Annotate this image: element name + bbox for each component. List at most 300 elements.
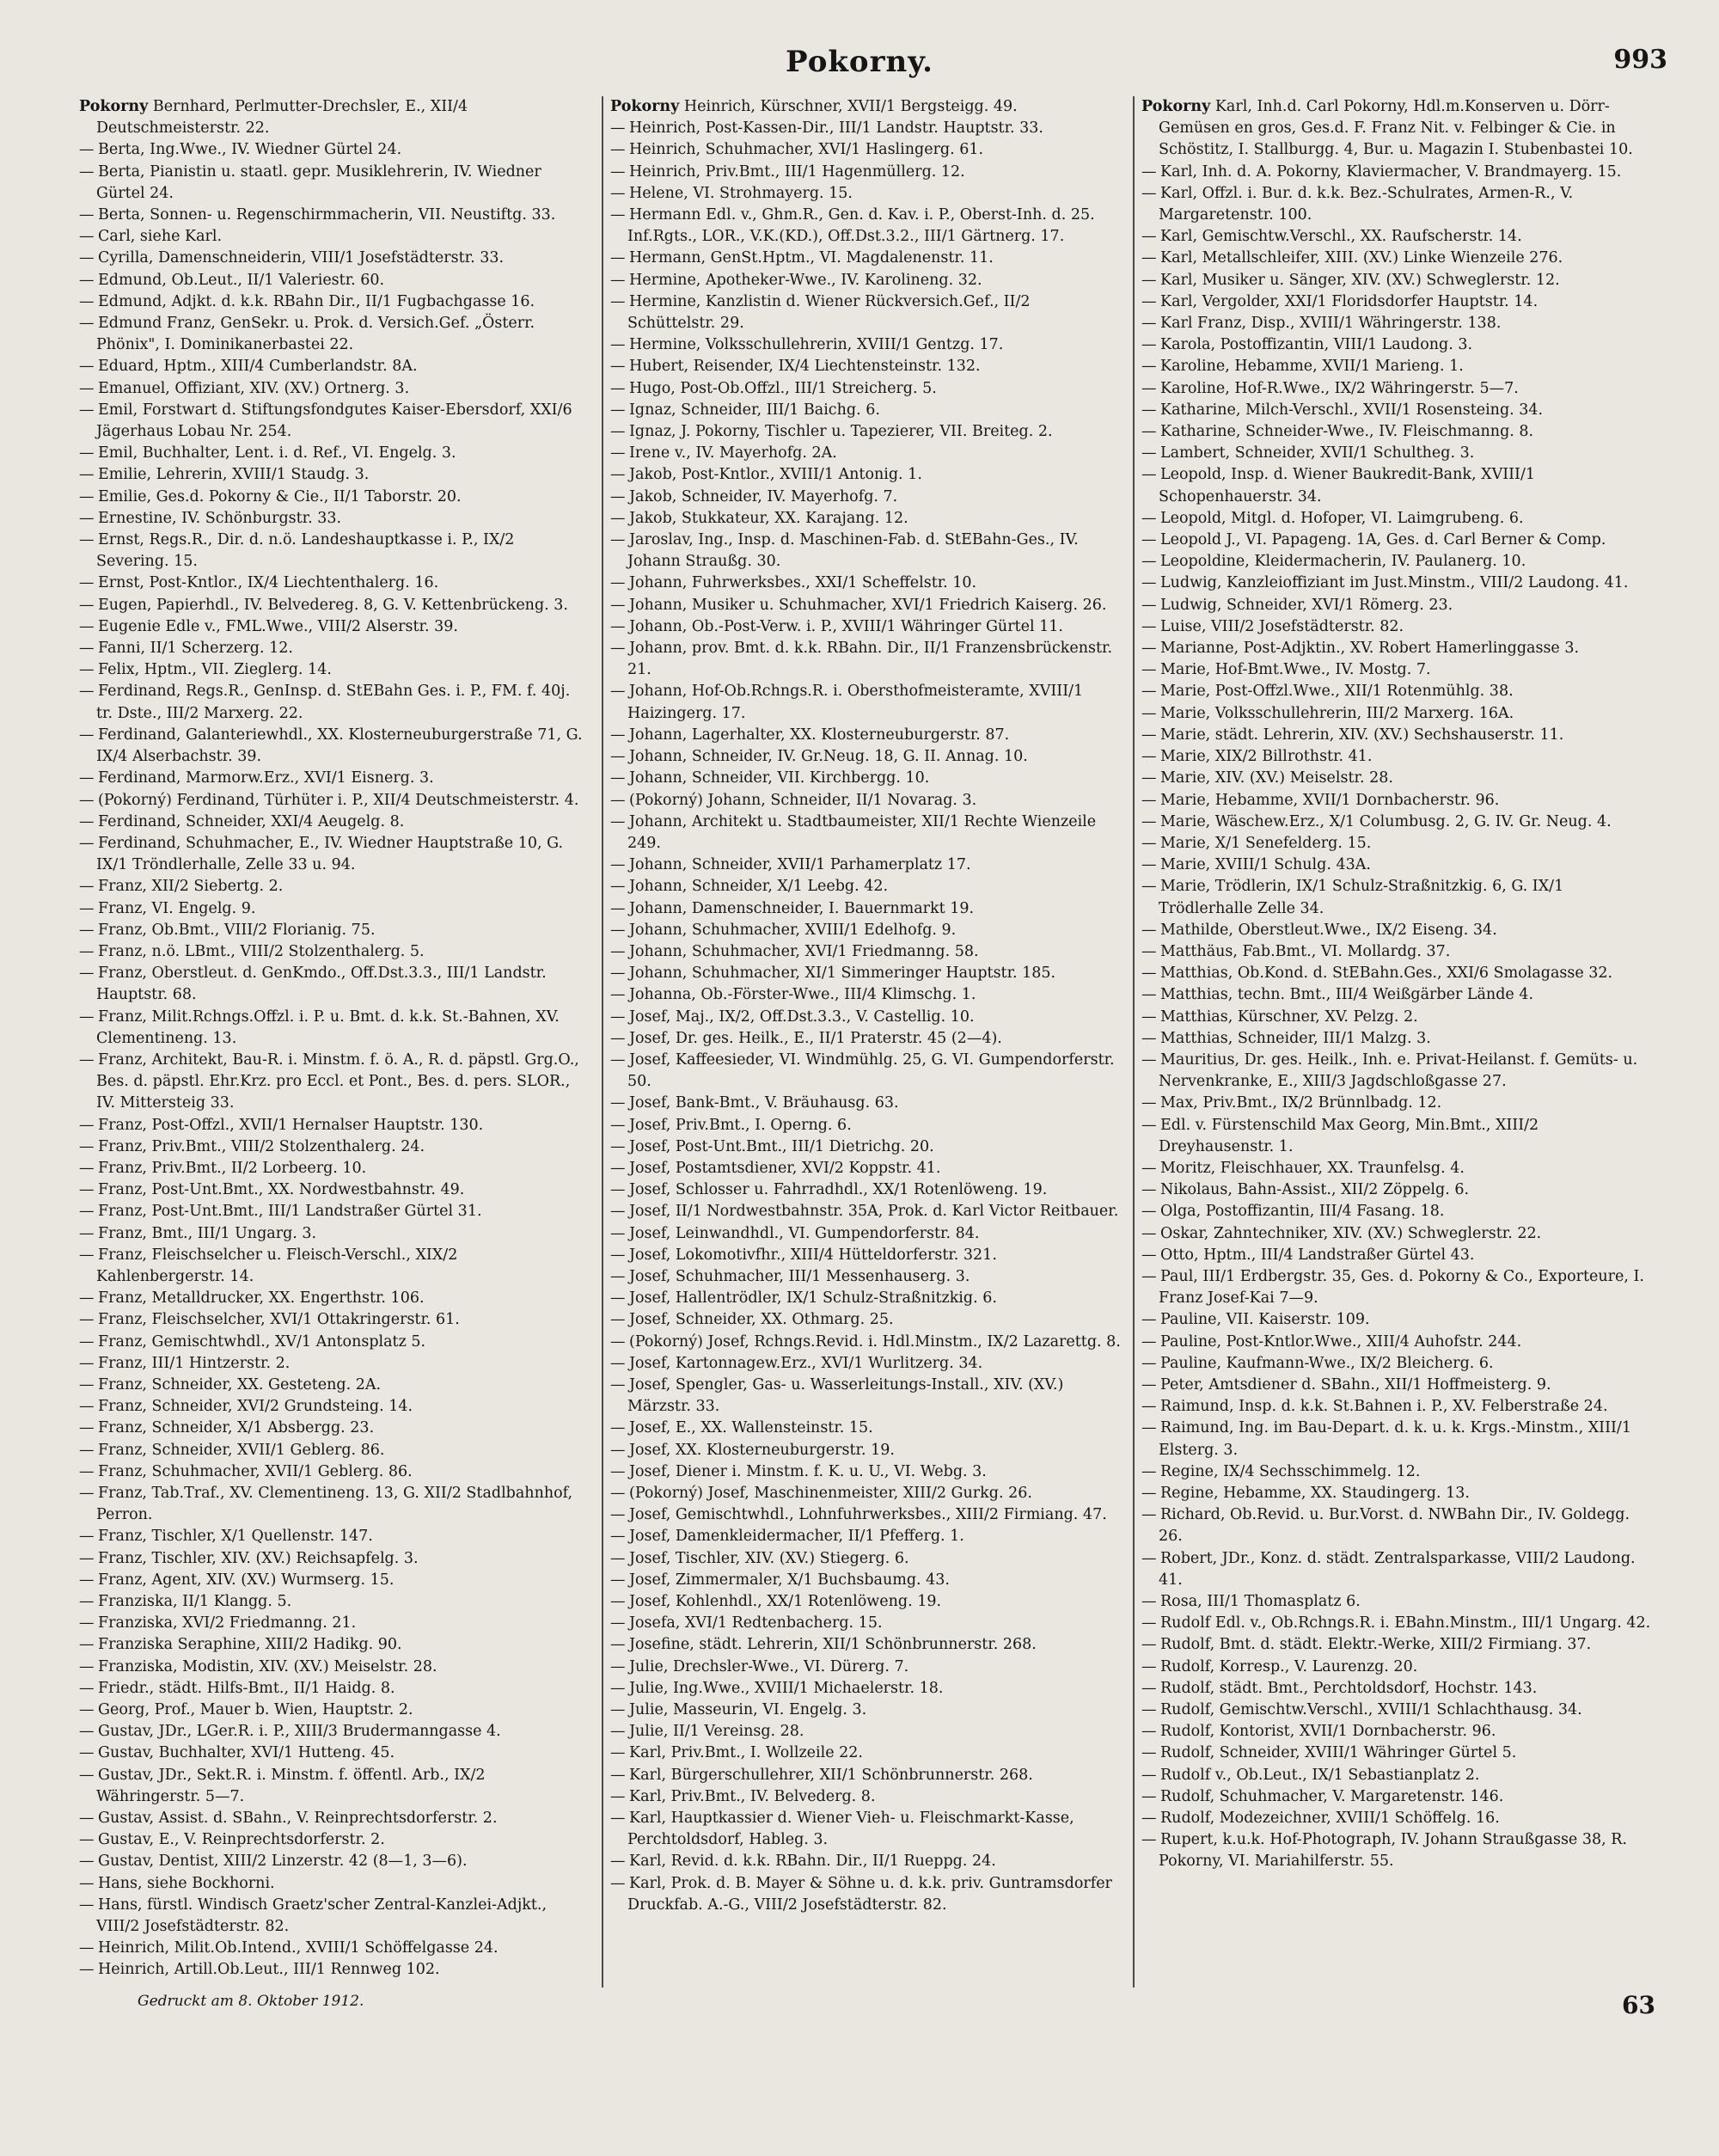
entry-text: Josef, II/1 Nordwestbahnstr. 35A, Prok. d. Karl Victor Reitbauer. (629, 1203, 1119, 1221)
entry-text: Marie, XVIII/1 Schulg. 43A. (1160, 856, 1371, 874)
entry-text: Edl. v. Fürstenschild Max Georg, Min.Bmt., XIII/2 Dreyhausenstr. 1. (1159, 1116, 1539, 1155)
directory-entry (610, 1332, 1121, 1353)
entry-text: Rudolf, Schuhmacher, V. Margaretenstr. 146. (1160, 1787, 1504, 1805)
ditto-dash: — (79, 1137, 95, 1155)
directory-entry (1141, 443, 1652, 464)
directory-entry (1141, 1700, 1652, 1721)
directory-entry (79, 1353, 590, 1375)
entry-text: Matthias, Schneider, III/1 Malzg. 3. (1160, 1029, 1431, 1047)
ditto-dash: — (1141, 683, 1157, 701)
directory-entry (610, 1786, 1121, 1808)
directory-entry (610, 1765, 1121, 1786)
entry-text: Hermine, Apotheker-Wwe., IV. Karolineng. 32. (629, 271, 982, 289)
ditto-dash: — (1141, 1029, 1157, 1047)
entry-text: (Pokorný) Ferdinand, Türhüter i. P., XII/4 Deutschmeisterstr. 4. (98, 791, 579, 809)
ditto-dash: — (610, 336, 626, 354)
entry-text: Rudolf, städt. Bmt., Perchtoldsdorf, Hochstr. 143. (1160, 1679, 1538, 1697)
entry-text: Josef, Postamtsdiener, XVI/2 Koppstr. 41. (629, 1159, 941, 1177)
directory-entry (610, 1613, 1121, 1634)
directory-entry (610, 1353, 1121, 1375)
ditto-dash: — (79, 1701, 95, 1719)
entry-text: Franz, III/1 Hintzerstr. 2. (98, 1354, 291, 1372)
ditto-dash: — (610, 206, 626, 224)
entry-text: Rudolf, Gemischtw.Verschl., XVIII/1 Schlachthausg. 34. (1160, 1701, 1582, 1719)
entry-text: Bernhard, Perlmutter-Drechsler, E., XII/4 Deutschmeisterstr. 22. (96, 98, 468, 138)
ditto-dash: — (610, 1354, 626, 1372)
directory-entry (1141, 659, 1652, 681)
ditto-dash: — (1141, 249, 1157, 267)
ditto-dash: — (610, 1050, 626, 1069)
ditto-dash: — (79, 1961, 95, 1979)
ditto-dash: — (610, 1267, 626, 1285)
directory-entry (610, 378, 1121, 400)
directory-entry (610, 1179, 1121, 1201)
directory-entry (1141, 1396, 1652, 1418)
ditto-dash: — (79, 1939, 95, 1957)
directory-entry (79, 1440, 590, 1461)
ditto-dash: — (79, 1050, 95, 1069)
directory-entry (79, 790, 590, 812)
ditto-dash: — (1141, 509, 1157, 527)
ditto-dash: — (1141, 1614, 1157, 1632)
directory-entry (610, 854, 1121, 876)
entry-text: Gustav, JDr., Sekt.R. i. Minstm. f. öffentl. Arb., IX/2 Währingerstr. 5—7. (96, 1766, 486, 1805)
entry-text: Gustav, Dentist, XIII/2 Linzerstr. 42 (8—1, 3—6). (98, 1853, 468, 1871)
ditto-dash: — (610, 942, 626, 960)
entry-text: Rupert, k.u.k. Hof-Photograph, IV. Johann Straußgasse 38, R. Pokorny, VI. Mariahilferstr. 55. (1159, 1831, 1627, 1871)
ditto-dash: — (1141, 1419, 1157, 1437)
entry-text: Ludwig, Kanzleioffiziant im Just.Minstm., VIII/2 Laudong. 41. (1160, 574, 1629, 592)
entry-text: Karl, Priv.Bmt., I. Wollzeile 22. (629, 1744, 863, 1762)
entry-text: Heinrich, Post-Kassen-Dir., III/1 Landstr. Hauptstr. 33. (629, 119, 1043, 138)
directory-entry (610, 443, 1121, 464)
entry-text: Johann, Schneider, XVII/1 Parhamerplatz 17. (629, 856, 971, 874)
directory-entry (610, 963, 1121, 984)
entry-text: Johann, Schneider, VII. Kirchbergg. 10. (629, 769, 930, 787)
entry-text: Hugo, Post-Ob.Offzl., III/1 Streicherg. 5. (629, 379, 937, 397)
entry-text: (Pokorný) Johann, Schneider, II/1 Novarag. 3. (629, 791, 977, 809)
ditto-dash: — (610, 1810, 626, 1828)
entry-text: Marie, XIV. (XV.) Meiselstr. 28. (1160, 769, 1393, 787)
entry-text: Emanuel, Offiziant, XIV. (XV.) Ortnerg. 3. (98, 379, 410, 397)
entry-surname: Pokorny (79, 98, 149, 115)
column-2 (602, 96, 1121, 1988)
entry-text: Leopoldine, Kleidermacherin, IV. Paulanerg. 10. (1160, 553, 1526, 571)
entry-text: Mauritius, Dr. ges. Heilk., Inh. e. Privat-Heilanst. f. Gemüts- u. Nervenkranke, E., XIII/3 Jagdschloßgasse 27. (1159, 1050, 1638, 1091)
entry-text: Franz, Post-Offzl., XVII/1 Hernalser Hauptstr. 130. (98, 1116, 484, 1134)
directory-entry (79, 443, 590, 464)
entry-text: Julie, Masseurin, VI. Engelg. 3. (629, 1701, 867, 1719)
entry-text: Lambert, Schneider, XVII/1 Schultheg. 3. (1160, 444, 1475, 462)
directory-entry (610, 248, 1121, 269)
entry-text: Leopold, Insp. d. Wiener Baukredit-Bank, XVIII/1 Schopenhauerstr. 34. (1159, 466, 1535, 505)
directory-entry (610, 1136, 1121, 1158)
directory-entry (79, 768, 590, 789)
directory-entry (79, 1115, 590, 1136)
entry-text: Franz, Schneider, XVI/2 Grundsteing. 14. (98, 1398, 413, 1416)
entry-text: Josef, XX. Klosterneuburgerstr. 19. (629, 1441, 895, 1459)
ditto-dash: — (1141, 1094, 1157, 1112)
directory-entry (79, 1526, 590, 1547)
ditto-dash: — (610, 292, 626, 310)
directory-entry (79, 400, 590, 443)
ditto-dash: — (610, 1787, 626, 1805)
ditto-dash: — (79, 1289, 95, 1308)
directory-entry (79, 812, 590, 833)
directory-entry (1141, 508, 1652, 530)
ditto-dash: — (610, 119, 626, 138)
ditto-dash: — (1141, 834, 1157, 852)
ditto-dash: — (79, 466, 95, 484)
entry-text: Leopold J., VI. Papageng. 1A, Ges. d. Carl Berner & Comp. (1160, 531, 1606, 549)
entry-text: Johann, Schuhmacher, XVIII/1 Edelhofg. 9. (629, 921, 957, 939)
ditto-dash: — (1141, 878, 1157, 896)
ditto-dash: — (1141, 1787, 1157, 1805)
page-number: 993 (1613, 45, 1667, 75)
ditto-dash: — (610, 1203, 626, 1221)
ditto-dash: — (79, 1224, 95, 1242)
ditto-dash: — (610, 184, 626, 202)
ditto-dash: — (79, 1874, 95, 1892)
entry-text: Jakob, Schneider, IV. Mayerhofg. 7. (629, 487, 898, 505)
directory-entry (610, 573, 1121, 594)
directory-entry (1141, 1223, 1652, 1245)
directory-entry (79, 1375, 590, 1396)
directory-entry (1141, 1115, 1652, 1158)
entry-text: Rudolf, Schneider, XVIII/1 Währinger Gürtel 5. (1160, 1744, 1517, 1762)
entry-text: Felix, Hptm., VII. Zieglerg. 14. (98, 661, 332, 679)
ditto-dash: — (610, 1549, 626, 1567)
entry-text: Ernestine, IV. Schönburgstr. 33. (98, 509, 342, 527)
directory-entry (1141, 183, 1652, 226)
directory-entry (1141, 1483, 1652, 1504)
directory-entry (79, 638, 590, 659)
directory-entry (1141, 638, 1652, 659)
directory-entry (79, 226, 590, 248)
entry-text: Josef, Schlosser u. Fahrradhdl., XX/1 Rotenlöweng. 19. (629, 1181, 1048, 1199)
entry-text: Franz, Fleischselcher u. Fleisch-Verschl., XIX/2 Kahlenbergerstr. 14. (96, 1246, 458, 1285)
directory-entry (1141, 1309, 1652, 1331)
entry-text: Franz, Ob.Bmt., VIII/2 Florianig. 75. (98, 921, 376, 939)
directory-entry (79, 1765, 590, 1808)
ditto-dash: — (610, 769, 626, 787)
directory-entry (79, 291, 590, 313)
entry-text: Hans, siehe Bockhorni. (98, 1874, 275, 1892)
entry-text: (Pokorný) Josef, Rchngs.Revid. i. Hdl.Minstm., IX/2 Lazarettg. 8. (629, 1332, 1121, 1351)
ditto-dash: — (79, 596, 95, 614)
ditto-dash: — (610, 358, 626, 376)
entry-text: Johann, Musiker u. Schuhmacher, XVI/1 Friedrich Kaiserg. 26. (629, 596, 1107, 614)
ditto-dash: — (1141, 942, 1157, 960)
directory-entry (1141, 1613, 1652, 1634)
entry-text: Matthias, Ob.Kond. d. StEBahn.Ges., XXI/6 Smolagasse 32. (1160, 965, 1613, 983)
directory-entry (1141, 703, 1652, 725)
entry-text: Raimund, Insp. d. k.k. St.Bahnen i. P., XV. Felberstraße 24. (1160, 1398, 1608, 1416)
entry-text: Rudolf v., Ob.Leut., IX/1 Sebastianplatz 2. (1160, 1766, 1480, 1784)
ditto-dash: — (1141, 1224, 1157, 1242)
entry-text: Josef, Tischler, XIV. (XV.) Stiegerg. 6. (629, 1549, 909, 1567)
directory-entry (79, 833, 590, 876)
directory-entry (79, 1288, 590, 1309)
directory-entry (79, 1570, 590, 1591)
directory-entry (610, 1526, 1121, 1547)
entry-text: Regine, IX/4 Sechsschimmelg. 12. (1160, 1462, 1421, 1480)
ditto-dash: — (79, 401, 95, 419)
directory-entry (1141, 378, 1652, 400)
ditto-dash: — (1141, 1810, 1157, 1828)
entry-text: Karl, Bürgerschullehrer, XII/1 Schönbrunnerstr. 268. (629, 1766, 1033, 1784)
directory-entry (610, 1223, 1121, 1245)
directory-entry (610, 96, 1121, 118)
entry-text: Karl, Hauptkassier d. Wiener Vieh- u. Fleischmarkt-Kasse, Perchtoldsdorf, Hableg. 3. (627, 1810, 1074, 1849)
ditto-dash: — (79, 1116, 95, 1134)
entry-text: Franz, Schneider, XVII/1 Geblerg. 86. (98, 1441, 385, 1459)
ditto-dash: — (79, 1181, 95, 1199)
ditto-dash: — (610, 466, 626, 484)
ditto-dash: — (79, 249, 95, 267)
directory-entry (610, 487, 1121, 508)
ditto-dash: — (1141, 1679, 1157, 1697)
ditto-dash: — (79, 1159, 95, 1177)
directory-entry (79, 963, 590, 1006)
entry-text: Josef, Priv.Bmt., I. Operng. 6. (629, 1116, 852, 1134)
directory-entry (610, 725, 1121, 746)
ditto-dash: — (1141, 1701, 1157, 1719)
entry-text: Julie, Ing.Wwe., XVIII/1 Michaelerstr. 18. (629, 1679, 944, 1697)
ditto-dash: — (1141, 640, 1157, 658)
entry-text: Eugenie Edle v., FML.Wwe., VIII/2 Alserstr. 39. (98, 617, 458, 635)
ditto-dash: — (79, 1354, 95, 1372)
ditto-dash: — (1141, 748, 1157, 766)
ditto-dash: — (1141, 1181, 1157, 1199)
directory-entry (79, 487, 590, 508)
entry-text: (Pokorný) Josef, Maschinenmeister, XIII/2 Gurkg. 26. (629, 1485, 1032, 1502)
entry-text: Karl, Revid. d. k.k. RBahn. Dir., II/1 Rueppg. 24. (629, 1853, 996, 1871)
directory-entry (79, 1851, 590, 1872)
directory-entry (79, 1007, 590, 1050)
entry-text: Josef, Schuhmacher, III/1 Messenhauserg. 3. (629, 1267, 970, 1285)
ditto-dash: — (79, 1571, 95, 1589)
entry-text: Matthäus, Fab.Bmt., VI. Mollardg. 37. (1160, 942, 1451, 960)
directory-entry (79, 1158, 590, 1179)
entry-text: Katharine, Milch-Verschl., XVII/1 Rosensteing. 34. (1160, 401, 1544, 419)
ditto-dash: — (79, 834, 95, 852)
ditto-dash: — (1141, 965, 1157, 983)
entry-text: Franziska, II/1 Klangg. 5. (98, 1593, 292, 1611)
directory-entry (79, 248, 590, 269)
directory-entry (1141, 681, 1652, 702)
entry-text: Heinrich, Schuhmacher, XVI/1 Haslingerg. 61. (629, 141, 984, 159)
ditto-dash: — (79, 358, 95, 376)
entry-text: Cyrilla, Damenschneiderin, VIII/1 Josefstädterstr. 33. (98, 249, 505, 267)
ditto-dash: — (610, 1332, 626, 1351)
entry-text: Franz, Tab.Traf., XV. Clementineng. 13, G. XII/2 Stadlbahnhof, Perron. (96, 1485, 573, 1524)
directory-entry (79, 1396, 590, 1418)
entry-text: Johann, Hof-Ob.Rchngs.R. i. Obersthofmeisteramte, XVIII/1 Haizingerg. 17. (627, 683, 1084, 722)
ditto-dash: — (79, 271, 95, 289)
ditto-dash: — (1141, 1050, 1157, 1069)
ditto-dash: — (1141, 661, 1157, 679)
ditto-dash: — (1141, 162, 1157, 181)
entry-text: Katharine, Schneider-Wwe., IV. Fleischmanng. 8. (1160, 423, 1534, 441)
ditto-dash: — (610, 683, 626, 701)
entry-text: Marianne, Post-Adjktin., XV. Robert Hamerlinggasse 3. (1160, 640, 1580, 658)
directory-entry (79, 1743, 590, 1764)
ditto-dash: — (610, 965, 626, 983)
entry-text: Emilie, Ges.d. Pokorny & Cie., II/1 Taborstr. 20. (98, 487, 462, 505)
ditto-dash: — (1141, 1744, 1157, 1762)
ditto-dash: — (610, 921, 626, 939)
ditto-dash: — (1141, 791, 1157, 809)
ditto-dash: — (610, 1029, 626, 1047)
directory-entry (610, 356, 1121, 377)
entry-surname: Pokorny (1141, 98, 1211, 115)
entry-text: Ferdinand, Schuhmacher, E., IV. Wiedner Hauptstraße 10, G. IX/1 Tröndlerhalle, Zelle 33 u. 94. (96, 834, 564, 874)
directory-entry (79, 1136, 590, 1158)
entry-text: Marie, Hebamme, XVII/1 Dornbacherstr. 96. (1160, 791, 1500, 809)
directory-entry (1141, 1657, 1652, 1678)
page-title: Pokorny. (786, 45, 933, 79)
entry-text: Rudolf, Kontorist, XVII/1 Dornbacherstr. 96. (1160, 1723, 1496, 1741)
ditto-dash: — (79, 1723, 95, 1741)
entry-text: Eduard, Hptm., XIII/4 Cumberlandstr. 8A. (98, 358, 418, 376)
entry-text: Pauline, Post-Kntlor.Wwe., XIII/4 Auhofstr. 244. (1160, 1332, 1522, 1351)
entry-text: Franz, Fleischselcher, XVI/1 Ottakringerstr. 61. (98, 1311, 460, 1329)
entry-text: Oskar, Zahntechniker, XIV. (XV.) Schweglerstr. 22. (1160, 1224, 1542, 1242)
directory-entry (610, 1028, 1121, 1050)
entry-text: Berta, Pianistin u. staatl. gepr. Musiklehrerin, IV. Wiedner Gürtel 24. (96, 162, 541, 202)
entry-text: Fanni, II/1 Scherzerg. 12. (98, 640, 293, 658)
directory-entry (610, 1700, 1121, 1721)
ditto-dash: — (610, 1636, 626, 1654)
directory-entry (1141, 833, 1652, 854)
ditto-dash: — (610, 1375, 626, 1393)
entry-text: Karl, Gemischtw.Verschl., XX. Raufscherstr. 14. (1160, 228, 1522, 246)
entry-text: Helene, VI. Strohmayerg. 15. (629, 184, 853, 202)
entry-text: Hermann, GenSt.Hptm., VI. Magdalenenstr. 11. (629, 249, 994, 267)
ditto-dash: — (1141, 401, 1157, 419)
entry-text: Johann, Fuhrwerksbes., XXI/1 Scheffelstr. 10. (629, 574, 977, 592)
entry-text: Leopold, Mitgl. d. Hofoper, VI. Laimgrubeng. 6. (1160, 509, 1524, 527)
entry-text: Marie, Hof-Bmt.Wwe., IV. Mostg. 7. (1160, 661, 1431, 679)
entry-text: Moritz, Fleischhauer, XX. Traunfelsg. 4. (1160, 1159, 1465, 1177)
entry-text: Josef, Bank-Bmt., V. Bräuhausg. 63. (629, 1094, 899, 1112)
ditto-dash: — (1141, 1506, 1157, 1524)
directory-entry (610, 1440, 1121, 1461)
entry-text: Gustav, E., V. Reinprechtsdorferstr. 2. (98, 1831, 385, 1849)
directory-entry (1141, 1028, 1652, 1050)
ditto-dash: — (79, 379, 95, 397)
ditto-dash: — (1141, 1246, 1157, 1264)
directory-entry (610, 1721, 1121, 1743)
ditto-dash: — (79, 640, 95, 658)
directory-entry (1141, 746, 1652, 768)
ditto-dash: — (610, 1571, 626, 1589)
ditto-dash: — (1141, 1593, 1157, 1611)
ditto-dash: — (79, 531, 95, 549)
directory-entry (610, 183, 1121, 205)
ditto-dash: — (79, 726, 95, 744)
ditto-dash: — (1141, 292, 1157, 310)
directory-entry (610, 1743, 1121, 1764)
directory-entry (79, 1721, 590, 1743)
ditto-dash: — (610, 509, 626, 527)
ditto-dash: — (610, 986, 626, 1004)
entry-text: Franz, Schuhmacher, XVII/1 Geblerg. 86. (98, 1462, 413, 1480)
entry-text: Olga, Postoffizantin, III/4 Fasang. 18. (1160, 1203, 1445, 1221)
ditto-dash: — (79, 921, 95, 939)
directory-entry (610, 1309, 1121, 1331)
directory-entry (1141, 1829, 1652, 1872)
ditto-dash: — (79, 1593, 95, 1611)
directory-entry (610, 1461, 1121, 1483)
entry-text: Josef, Spengler, Gas- u. Wasserleitungs-Install., XIV. (XV.) Märzstr. 33. (627, 1375, 1064, 1416)
ditto-dash: — (610, 812, 626, 830)
ditto-dash: — (1141, 769, 1157, 787)
entry-text: Julie, II/1 Vereinsg. 28. (629, 1723, 804, 1741)
directory-entry (79, 1959, 590, 1981)
entry-text: Franz, Milit.Rchngs.Offzl. i. P. u. Bmt. d. k.k. St.-Bahnen, XV. Clementineng. 13. (96, 1008, 560, 1047)
directory-entry (610, 616, 1121, 638)
entry-text: Heinrich, Kürschner, XVII/1 Bergsteigg. 49. (683, 98, 1018, 115)
directory-entry (79, 270, 590, 291)
ditto-dash: — (79, 1203, 95, 1221)
directory-entry (79, 1613, 590, 1634)
ditto-dash: — (610, 1094, 626, 1112)
entry-text: Josef, Kohlenhdl., XX/1 Rotenlöweng. 19. (629, 1593, 942, 1611)
directory-entry (610, 1375, 1121, 1418)
ditto-dash: — (1141, 1462, 1157, 1480)
directory-entry (1141, 1007, 1652, 1028)
ditto-dash: — (1141, 1311, 1157, 1329)
directory-entry (610, 1007, 1121, 1028)
ditto-dash: — (79, 661, 95, 679)
directory-entry (79, 530, 590, 573)
directory-entry (610, 1483, 1121, 1504)
entry-text: Franziska, Modistin, XIV. (XV.) Meiselstr. 28. (98, 1657, 437, 1675)
entry-text: Josef, Damenkleidermacher, II/1 Pfefferg. 1. (629, 1528, 964, 1546)
entry-text: Marie, Post-Offzl.Wwe., XII/1 Rotenmühlg. 38. (1160, 683, 1514, 701)
entry-text: Jakob, Stukkateur, XX. Karajang. 12. (629, 509, 908, 527)
directory-entry (610, 768, 1121, 789)
entry-text: Franz, XII/2 Siebertg. 2. (98, 878, 284, 896)
entry-text: Ferdinand, Schneider, XXI/4 Aeugelg. 8. (98, 812, 405, 830)
entry-text: Raimund, Ing. im Bau-Depart. d. k. u. k. Krgs.-Minstm., XIII/1 Elsterg. 3. (1159, 1419, 1631, 1459)
entry-text: Karl, Inh. d. A. Pokorny, Klaviermacher, V. Brandmayerg. 15. (1160, 162, 1622, 181)
ditto-dash: — (1141, 812, 1157, 830)
ditto-dash: — (79, 1485, 95, 1502)
directory-entry (1141, 421, 1652, 443)
sheet-number: 63 (1622, 1991, 1655, 2019)
ditto-dash: — (610, 1853, 626, 1871)
ditto-dash: — (79, 1246, 95, 1264)
directory-entry (1141, 162, 1652, 183)
ditto-dash: — (79, 1614, 95, 1632)
ditto-dash: — (1141, 1159, 1157, 1177)
directory-entry (1141, 812, 1652, 833)
directory-entry (1141, 1375, 1652, 1396)
directory-entry (79, 139, 590, 161)
directory-entry (1141, 291, 1652, 313)
ditto-dash: — (610, 1614, 626, 1632)
ditto-dash: — (610, 1289, 626, 1308)
entry-text: Mathilde, Oberstleut.Wwe., IX/2 Eiseng. 34. (1160, 921, 1497, 939)
directory-entry (610, 1591, 1121, 1613)
directory-entry (1141, 768, 1652, 789)
directory-entry (610, 205, 1121, 248)
ditto-dash: — (1141, 379, 1157, 397)
entry-text: Josef, Post-Unt.Bmt., III/1 Dietrichg. 20. (629, 1137, 934, 1155)
